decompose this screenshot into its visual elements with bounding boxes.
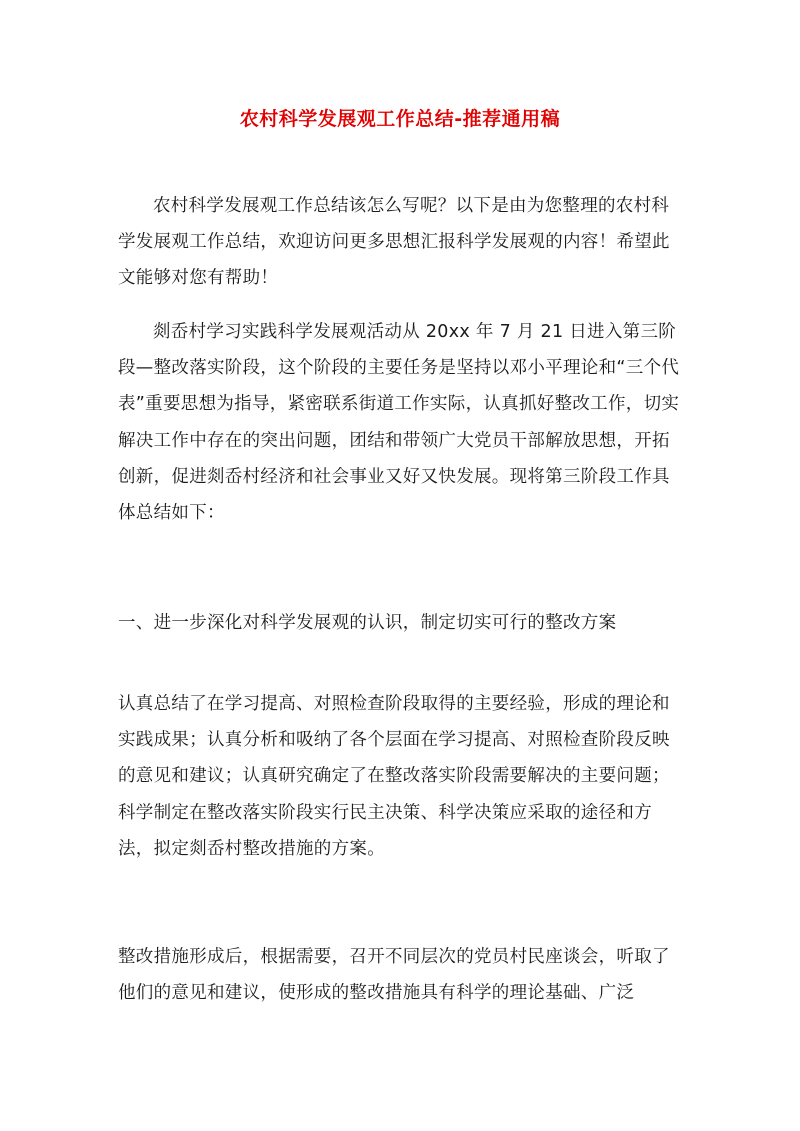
- intro-paragraph: 农村科学发展观工作总结该怎么写呢？以下是由为您整理的农村科学发展观工作总结，欢迎访问更多思想汇报科学发展观的内容！希望此文能够对您有帮助！: [118, 196, 670, 289]
- section-heading: 一、进一步深化对科学发展观的认识，制定切实可行的整改方案: [118, 613, 617, 633]
- measures-paragraph: 整改措施形成后，根据需要，召开不同层次的党员村民座谈会，听取了他们的意见和建议，使形成的整改措施具有科学的理论基础、广泛: [118, 947, 670, 1004]
- document-title: 农村科学发展观工作总结-推荐通用稿: [239, 108, 561, 130]
- intro-paragraph-block: [118, 188, 686, 297]
- stage-summary-paragraph-block: [118, 314, 686, 531]
- stage-summary-paragraph: 剡岙村学习实践科学发展观活动从 20xx 年 7 月 21 日进入第三阶段—整改落实阶段，这个阶段的主要任务是坚持以邓小平理论和“三个代表”重要思想为指导，紧密联系街道工作实际，认真抓好整改工作，切实解决工作中存在的突出问题，团结和带领广大党员干部解放思想，开拓创新，促进剡岙村经济和社会事业又好又快发展。现将第三阶段工作具体总结如下：: [118, 322, 680, 524]
- section-heading-block: [118, 605, 686, 641]
- section-paragraph: 认真总结了在学习提高、对照检查阶段取得的主要经验，形成的理论和实践成果；认真分析和吸纳了各个层面在学习提高、对照检查阶段反映的意见和建议；认真研究确定了在整改落实阶段需要解决的主要问题；科学制定在整改落实阶段实行民主决策、科学决策应采取的途径和方法，拟定剡岙村整改措施的方案。: [118, 694, 670, 859]
- section-paragraph-block: [118, 686, 686, 867]
- measures-paragraph-block: [118, 939, 686, 1011]
